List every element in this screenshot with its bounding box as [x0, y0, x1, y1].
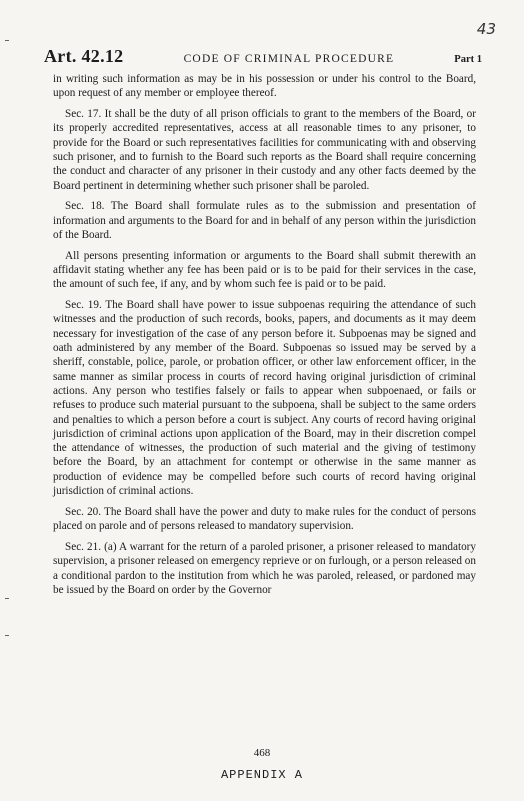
- paragraph: Sec. 20. The Board shall have the power and duty to make rules for the conduct of persons placed on parole and of persons released to mandatory supervision.: [53, 505, 476, 533]
- paragraph: Sec. 19. The Board shall have power to issue subpoenas requiring the attendance of such witnesses and the production of such records, books, papers, and documents as it may deem necessary for investigation of the case of any person before it. Subpoenas may be signed and oath administered by any member of the Board. Subpoenas so issued may be served by a sheriff, constable, police, parole, or probation officer, or other law enforcement officer, in the same manner as similar process in courts of record having original jurisdiction of criminal actions. Any person who testifies falsely or fails to appear when subpoenaed, or fails or refuses to produce such material pursuant to the subpoena, shall be subject to the same orders and penalties to which a person before a court is subject. Any courts of record having original jurisdiction of criminal actions upon application of the Board, may in their discretion compel the attendance of witnesses, the production of such material and the giving of testimony before the Board, by an attachment for contempt or otherwise in the same manner as production of evidence may be compelled before such courts of record having original jurisdiction of criminal actions.: [53, 299, 476, 498]
- document-body: [53, 72, 476, 604]
- paragraph: Sec. 17. It shall be the duty of all prison officials to grant to the members of the Board, or its properly accredited representatives, access at all reasonable times to any prisoner, to provide for the Board or such representatives facilities for communicating with and observing such prisoner, and to furnish to the Board such reports as the Board shall require concerning the conduct and character of any prisoner in their custody and any other facts deemed by the Board pertinent in determining whether such prisoner shall be paroled.: [53, 108, 476, 192]
- paragraph: in writing such information as may be in his possession or under his control to the Board, upon request of any member or employee thereof.: [53, 73, 476, 100]
- part-label: Part 1: [454, 54, 482, 65]
- page-number: 468: [253, 747, 271, 759]
- margin-mark: [5, 635, 9, 636]
- running-title: CODE OF CRIMINAL PROCEDURE: [183, 53, 395, 65]
- paragraph: Sec. 21. (a) A warrant for the return of a paroled prisoner, a prisoner released to mandatory supervision, a prisoner released on emergency reprieve or on furlough, or a person released on a conditional pardon to the institution from which he was paroled, released, or pardoned may be issued by the Board on order by the Governor: [53, 540, 476, 596]
- margin-mark: [5, 598, 9, 599]
- article-number: Art. 42.12: [44, 46, 124, 66]
- paragraph: Sec. 18. The Board shall formulate rules as to the submission and presentation of information and arguments to the Board for and in behalf of any person within the jurisdiction of the Board.: [53, 200, 476, 241]
- paragraph: All persons presenting information or arguments to the Board shall submit therewith an affidavit stating whether any fee has been paid or is to be paid for their services in the case, the amount of such fee, if any, and by whom such fee is paid or to be paid.: [53, 249, 476, 291]
- page-header: [44, 46, 482, 67]
- appendix-label: APPENDIX A: [220, 768, 303, 782]
- handwritten-page-number: 43: [476, 20, 496, 38]
- margin-mark: [5, 40, 9, 41]
